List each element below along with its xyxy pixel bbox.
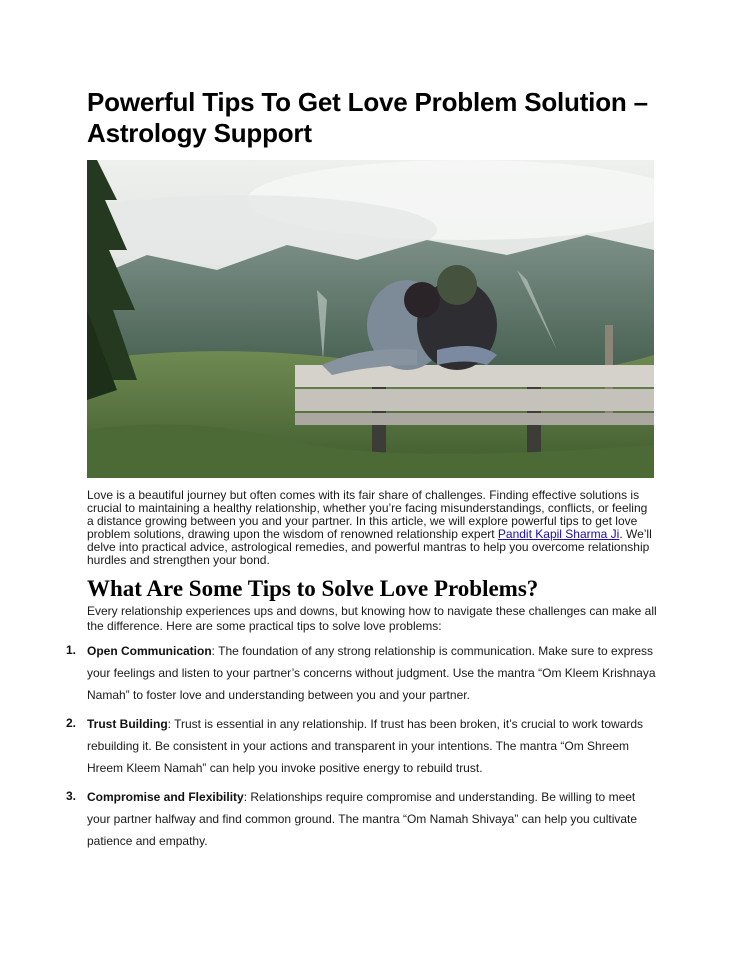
list-number: 3. <box>66 789 77 803</box>
tip-name: Trust Building <box>87 717 168 731</box>
list-item <box>62 640 657 706</box>
tip-description: : The foundation of any strong relationship is communication. Make sure to express your feelings and listen to your partner’s concerns without judgment. Use the mantra “Om Kleem Krishnaya Namah” to foster love and understanding between you and your partner. <box>87 644 656 702</box>
tip-name: Compromise and Flexibility <box>87 790 244 804</box>
author-link[interactable]: Pandit Kapil Sharma Ji <box>497 527 620 541</box>
tip-description: : Trust is essential in any relationship. If trust has been broken, it’s crucial to work towards rebuilding it. Be consistent in your actions and transparent in your intentions. The mantra “Om Shreem Hreem Kleem Namah” can help you invoke positive energy to rebuild trust. <box>87 717 644 775</box>
list-number: 1. <box>66 643 77 657</box>
tip-description: : Relationships require compromise and understanding. Be willing to meet your partner halfway and find common ground. The mantra “Om Namah Shivaya” can help you cultivate patience and empathy. <box>87 790 638 848</box>
tip-name: Open Communication <box>87 644 212 658</box>
intro-text-after-link: . We’ll delve into practical advice, astrological remedies, and powerful mantras to help you overcome relationship hurdles and strengthen your bond. <box>87 527 652 567</box>
tips-list <box>62 640 657 859</box>
list-item <box>62 786 657 852</box>
tip-body <box>87 713 657 779</box>
article-title: Powerful Tips To Get Love Problem Solution – Astrology Support <box>87 87 648 148</box>
hero-illustration <box>87 160 654 478</box>
intro-text-before-link: Love is a beautiful journey but often comes with its fair share of challenges. Finding effective solutions is crucial to maintaining a healthy relationship, whether you’re facing misunderstandings, conflicts, or feeling a distance growing between you and your partner. In this article, we will explore powerful tips to get love problem solutions, drawing upon the wisdom of renowned relationship expert <box>87 488 648 541</box>
intro-paragraph <box>87 489 657 567</box>
section-lead: Every relationship experiences ups and downs, but knowing how to navigate these challenges can make all the difference. Here are some practical tips to solve love problems: <box>87 604 657 633</box>
list-item <box>62 713 657 779</box>
tip-body <box>87 786 657 852</box>
hero-image <box>87 160 654 478</box>
section-heading: What Are Some Tips to Solve Love Problems? <box>87 576 539 601</box>
list-number: 2. <box>66 716 77 730</box>
tip-body <box>87 640 657 706</box>
